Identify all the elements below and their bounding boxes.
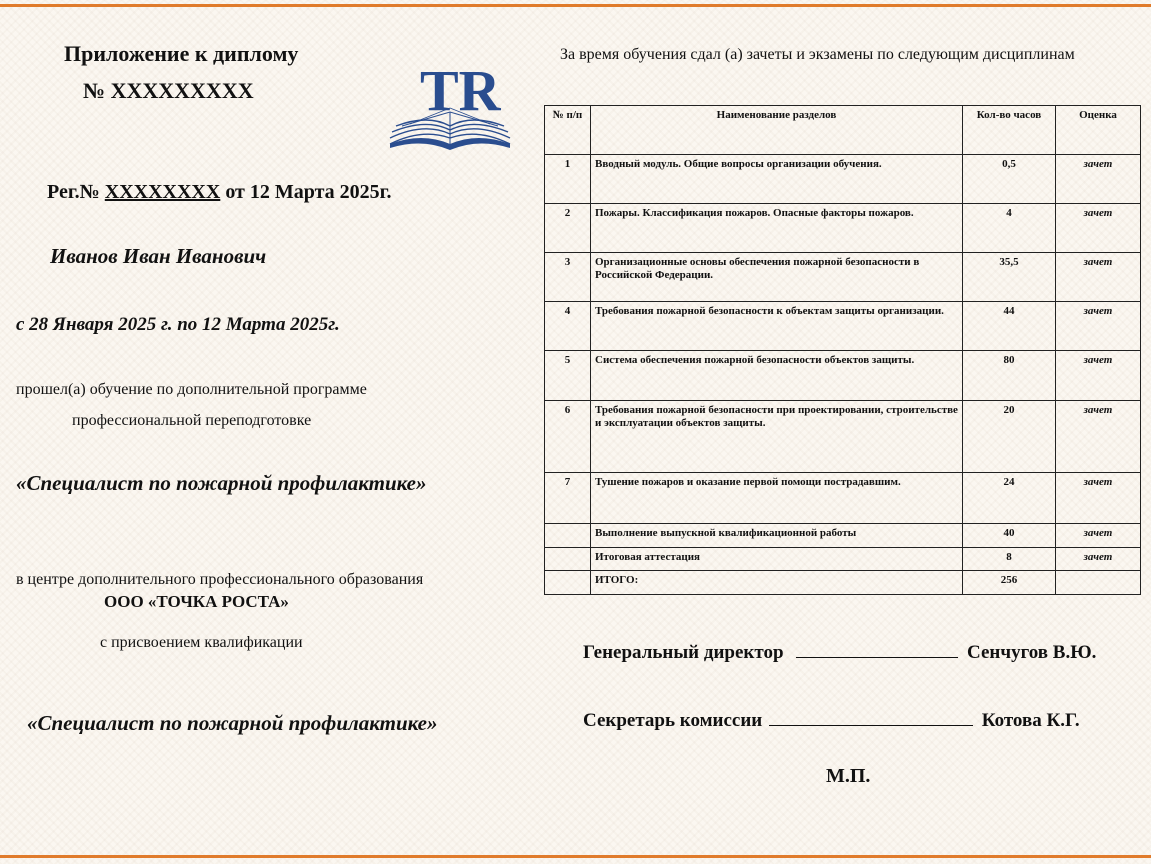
table-row	[545, 155, 1141, 204]
row-num	[545, 524, 591, 548]
row-name: Организационные основы обеспечения пожарной безопасности в Российской Федерации.	[591, 253, 963, 302]
stamp-place: М.П.	[826, 765, 871, 787]
row-hours: 24	[963, 473, 1056, 524]
row-grade: зачет	[1056, 351, 1141, 401]
row-name: ИТОГО:	[591, 571, 963, 595]
row-hours: 0,5	[963, 155, 1056, 204]
row-grade: зачет	[1056, 401, 1141, 473]
center-text: в центре дополнительного профессионального образования	[16, 571, 424, 588]
row-grade: зачет	[1056, 524, 1141, 548]
row-hours: 4	[963, 204, 1056, 253]
table-row	[545, 302, 1141, 351]
row-grade: зачет	[1056, 473, 1141, 524]
row-grade: зачет	[1056, 204, 1141, 253]
row-name: Требования пожарной безопасности при проектировании, строительстве и эксплуатации объектов защиты.	[591, 401, 963, 473]
row-grade	[1056, 571, 1141, 595]
logo-text: TR	[420, 58, 501, 123]
row-grade: зачет	[1056, 548, 1141, 571]
secretary-signature-line	[769, 711, 973, 726]
table-total-row	[545, 571, 1141, 595]
top-border	[0, 4, 1151, 7]
row-num: 2	[545, 204, 591, 253]
director-signature-line	[796, 643, 958, 658]
header-grade: Оценка	[1056, 106, 1141, 155]
row-num	[545, 548, 591, 571]
row-hours: 20	[963, 401, 1056, 473]
exams-intro: За время обучения сдал (а) зачеты и экзамены по следующим дисциплинам	[560, 46, 1075, 63]
secretary-title: Секретарь комиссии	[583, 710, 763, 731]
row-name: Тушение пожаров и оказание первой помощи пострадавшим.	[591, 473, 963, 524]
registration-date: от 12 Марта 2025г.	[225, 181, 392, 203]
row-name: Вводный модуль. Общие вопросы организации обучения.	[591, 155, 963, 204]
diploma-number: № XXXXXXXXX	[83, 78, 254, 103]
row-num: 1	[545, 155, 591, 204]
disciplines-table	[544, 105, 1141, 595]
row-name: Пожары. Классификация пожаров. Опасные факторы пожаров.	[591, 204, 963, 253]
table-row	[545, 253, 1141, 302]
training-text-line1: прошел(а) обучение по дополнительной программе	[16, 381, 367, 398]
row-num	[545, 571, 591, 595]
organization-name: ООО «ТОЧКА РОСТА»	[104, 592, 289, 611]
row-hours: 80	[963, 351, 1056, 401]
table-row	[545, 473, 1141, 524]
row-name: Требования пожарной безопасности к объектам защиты организации.	[591, 302, 963, 351]
training-text-line2: профессиональной переподготовке	[72, 412, 312, 429]
row-grade: зачет	[1056, 302, 1141, 351]
row-hours: 44	[963, 302, 1056, 351]
director-signature	[583, 642, 1096, 664]
row-name: Система обеспечения пожарной безопасности объектов защиты.	[591, 351, 963, 401]
study-period: с 28 Января 2025 г. по 12 Марта 2025г.	[16, 314, 340, 335]
table-row	[545, 401, 1141, 473]
director-title: Генеральный директор	[583, 642, 784, 663]
row-grade: зачет	[1056, 155, 1141, 204]
director-name: Сенчугов В.Ю.	[967, 642, 1097, 663]
bottom-border	[0, 855, 1151, 858]
row-hours: 256	[963, 571, 1056, 595]
header-num: № п/п	[545, 106, 591, 155]
secretary-signature	[583, 710, 1080, 732]
registration-prefix: Рег.№	[47, 181, 100, 203]
row-hours: 8	[963, 548, 1056, 571]
row-grade: зачет	[1056, 253, 1141, 302]
header-hours: Кол-во часов	[963, 106, 1056, 155]
table-row	[545, 548, 1141, 571]
book-logo-icon	[388, 52, 512, 152]
table-row	[545, 351, 1141, 401]
row-num: 3	[545, 253, 591, 302]
row-num: 6	[545, 401, 591, 473]
document-title: Приложение к диплому	[64, 41, 299, 66]
qualification-intro: с присвоением квалификации	[100, 634, 303, 651]
row-num: 5	[545, 351, 591, 401]
student-name: Иванов Иван Иванович	[50, 244, 267, 268]
qualification-name: «Специалист по пожарной профилактике»	[27, 711, 438, 735]
row-num: 4	[545, 302, 591, 351]
table-row	[545, 204, 1141, 253]
header-name: Наименование разделов	[591, 106, 963, 155]
registration-line	[47, 181, 392, 204]
program-name: «Специалист по пожарной профилактике»	[16, 471, 427, 495]
registration-number: XXXXXXXX	[104, 181, 221, 203]
row-num: 7	[545, 473, 591, 524]
secretary-name: Котова К.Г.	[981, 710, 1080, 731]
row-name: Выполнение выпускной квалификационной работы	[591, 524, 963, 548]
table-row	[545, 524, 1141, 548]
row-hours: 40	[963, 524, 1056, 548]
row-name: Итоговая аттестация	[591, 548, 963, 571]
table-header-row	[545, 106, 1141, 155]
row-hours: 35,5	[963, 253, 1056, 302]
